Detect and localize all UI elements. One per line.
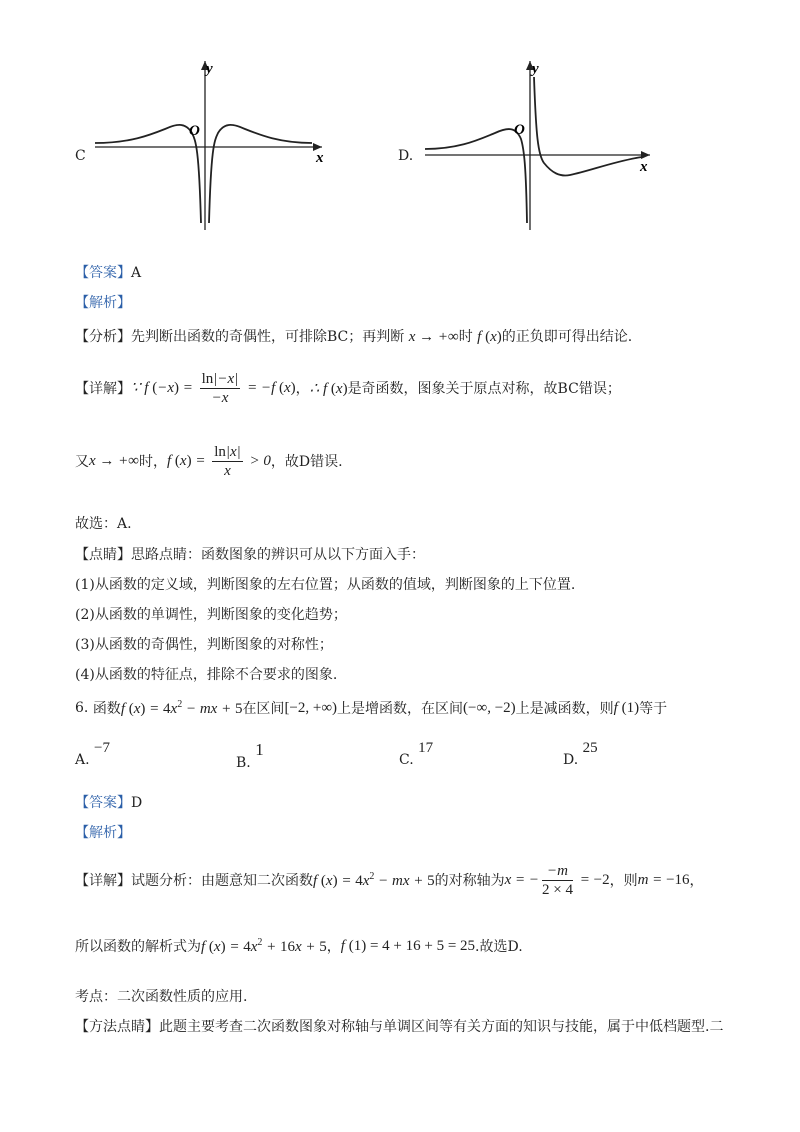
q5-point-3: (3)从函数的奇偶性，判断图象的对称性；: [75, 637, 333, 653]
q5-fenxi-text-b: 时: [458, 329, 473, 345]
q5-you-text-b: 时，: [138, 454, 167, 470]
q5-dianjing-line: [75, 544, 425, 564]
q6-fangfa-tag: 【方法点睛】: [75, 1019, 159, 1035]
q5-xiangjie-math-2: ∴ f (x): [309, 380, 348, 397]
q5-you-math-ineq: f (x) = $\frac{\ln|x|}{x}$ > 0: [166, 443, 271, 479]
q6-suoyi-math-f1: f (1) = 4 + 16 + 5 = 25: [340, 937, 476, 954]
q6-xiangjie-text-b: 的对称轴为: [434, 873, 505, 889]
q5-you-text-a: 又: [75, 454, 89, 470]
q6-suoyi-text-c: .故选D.: [475, 939, 523, 955]
q5-xiangjie-text-b: 是奇函数，图象关于原点对称，故BC错误；: [347, 381, 621, 397]
q6-math-f1: f (1): [613, 699, 640, 716]
q6-math-fx: f $(x) = 4x^2$ − mx + 5: [120, 698, 243, 717]
q5-fenxi-text-a: 先判断出函数的奇偶性，可排除BC；再判断: [131, 329, 405, 345]
q5-answer-tag: 【答案】: [75, 265, 131, 281]
q6-stem-d: 上是减函数，则: [515, 701, 614, 717]
q5-fenxi-line: [75, 326, 632, 346]
q5-xiangjie-text-a: ，: [295, 381, 310, 397]
q5-point-2: (2)从函数的单调性，判断图象的变化趋势；: [75, 607, 347, 623]
figure-c-label: C: [75, 148, 86, 164]
q5-answer: A: [131, 265, 142, 281]
q6-number: 6.: [75, 700, 89, 716]
q6-suoyi-line: [75, 932, 523, 960]
q6-analysis-tag: 【解析】: [75, 825, 131, 841]
q6-xiangjie-tag: 【详解】: [75, 873, 131, 889]
q6-xiangjie-text-c: ，则: [609, 873, 638, 889]
q6-option-a-letter: A.: [75, 752, 90, 768]
q6-stem-c: 上是增函数，在区间: [337, 701, 464, 717]
q6-fangfa-line: [75, 1016, 723, 1036]
q5-you-text-c: ，故D错误.: [270, 454, 343, 470]
q6-option-d-value: 25: [582, 740, 598, 756]
figure-c-origin-label: O: [189, 123, 200, 139]
q6-xiangjie-text-d: ，: [689, 873, 704, 889]
q6-option-b: [236, 740, 264, 771]
q6-answer-tag: 【答案】: [75, 795, 131, 811]
q6-option-d-letter: D.: [563, 752, 579, 768]
q6-stem-b: 在区间: [242, 701, 285, 717]
q6-option-b-letter: B.: [236, 755, 251, 771]
q6-option-c: [399, 740, 434, 768]
figure-c-graph: [90, 55, 340, 235]
figure-c-y-label: y: [206, 61, 213, 77]
figure-d-y-label: y: [532, 61, 539, 77]
q5-point-4: (4)从函数的特征点，排除不合要求的图象.: [75, 667, 338, 683]
q6-xiangjie-text-a: 试题分析：由题意知二次函数: [131, 873, 313, 889]
q5-analysis-tag: 【解析】: [75, 295, 131, 311]
q5-point-1: (1)从函数的定义域，判断图象的左右位置；从函数的值域，判断图象的上下位置.: [75, 577, 576, 593]
q6-xiangjie-math-m: m = −16: [637, 871, 690, 888]
q5-you-math-limit: x → +∞: [89, 452, 139, 469]
q6-fangfa-text: 此题主要考查二次函数图象对称轴与单调区间等有关方面的知识与技能，属于中低档题型.二: [159, 1019, 724, 1035]
q5-dianjing-text: 思路点睛：函数图象的辨识可从以下方面入手：: [131, 547, 425, 563]
q5-dianjing-tag: 【点睛】: [75, 547, 131, 563]
q5-guxuan: 故选：A.: [75, 516, 132, 532]
figure-c-x-label: x: [316, 150, 324, 166]
q6-stem-e: 等于: [639, 701, 668, 717]
q5-fenxi-math-fx: f (x): [477, 329, 502, 345]
figure-d-origin-label: O: [514, 122, 525, 138]
q6-option-d: [563, 740, 598, 768]
q6-option-c-value: 17: [418, 740, 434, 756]
q5-xiangjie-math-1: ∵ f (−x) = $\frac{\ln|-x|}{-x}$ = −f (x): [131, 370, 296, 406]
q6-stem: [75, 694, 667, 722]
q6-option-b-value: 1: [255, 740, 264, 759]
q6-stem-a: 函数: [92, 701, 121, 717]
q6-math-interval-1: [−2, +∞): [284, 699, 338, 716]
q6-option-a: [75, 740, 110, 768]
q6-suoyi-text-b: ，: [326, 939, 341, 955]
q5-fenxi-math-limit: x → +∞: [408, 329, 459, 345]
q6-xiangjie-math-fx: f $(x) = 4x^2$ − mx + 5: [313, 870, 435, 889]
q6-suoyi-math-fx: f $(x) = 4x^2 + 16x + 5$: [201, 936, 327, 955]
figure-d-graph: [420, 55, 660, 235]
q5-fenxi-tag: 【分析】: [75, 329, 131, 345]
q5-you-line: [75, 441, 343, 481]
q5-xiangjie-tag: 【详解】: [75, 381, 131, 397]
q6-kaodian: 考点：二次函数性质的应用.: [75, 989, 248, 1005]
q6-option-a-value: −7: [94, 740, 110, 756]
q6-answer-line: [75, 792, 142, 812]
q6-suoyi-text-a: 所以函数的解析式为: [75, 939, 201, 955]
q6-option-c-letter: C.: [399, 752, 414, 768]
q5-xiangjie-line: [75, 368, 621, 408]
q6-xiangjie-line: [75, 858, 704, 902]
q5-fenxi-text-c: 的正负即可得出结论.: [501, 329, 633, 345]
figure-d-label: D.: [398, 148, 414, 164]
figure-d-x-label: x: [640, 159, 648, 175]
q5-answer-line: [75, 262, 141, 282]
q6-xiangjie-math-axis: x = − $\frac{-m}{2 \times 4}$ = −2: [504, 862, 610, 898]
q6-answer: D: [131, 795, 143, 811]
q6-math-interval-2: (−∞, −2): [463, 699, 516, 716]
